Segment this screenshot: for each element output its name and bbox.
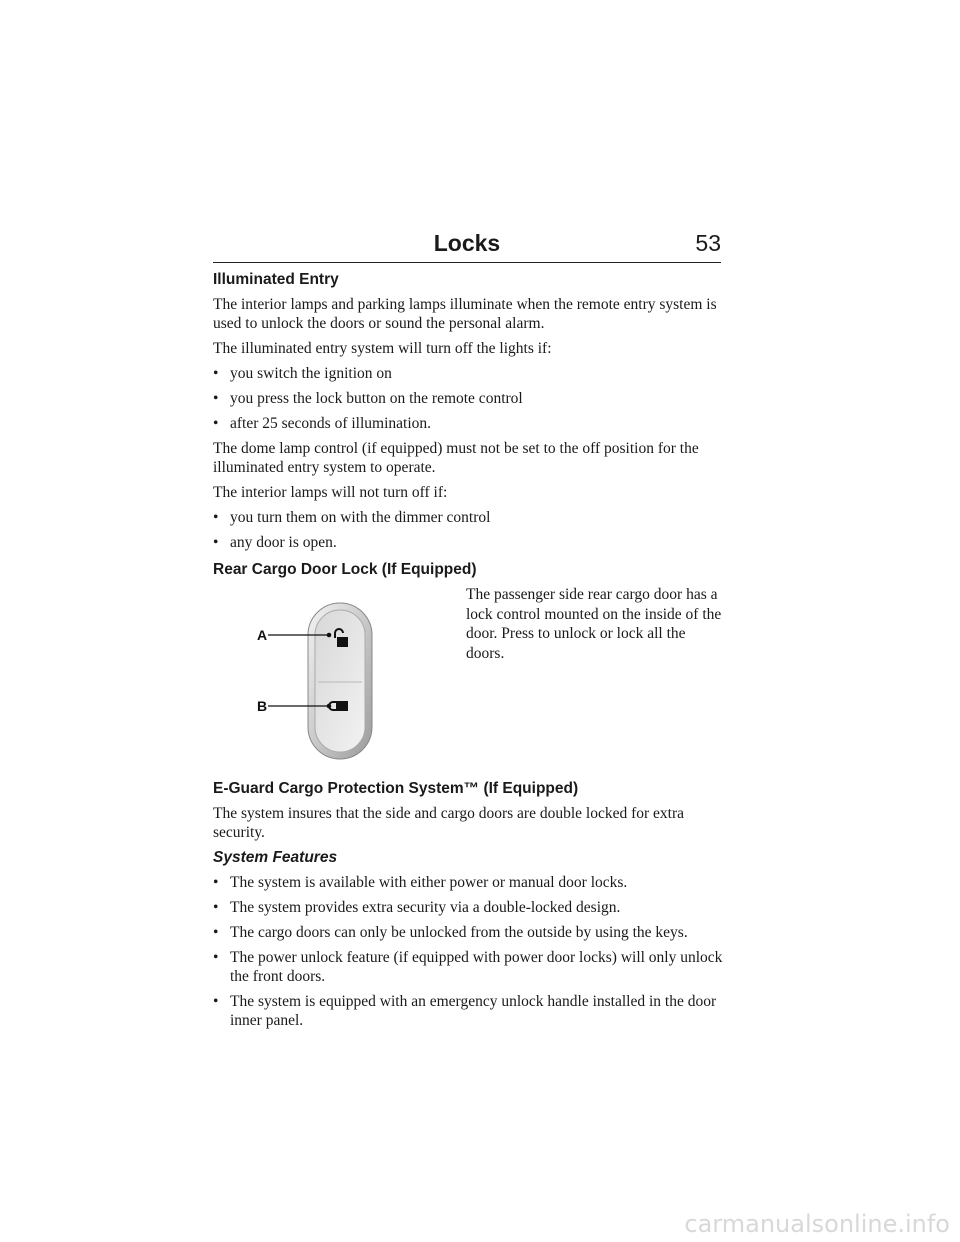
list-item: • The system is equipped with an emergency unlock handle installed in the door inner panel. <box>213 992 723 1030</box>
svg-text:carmanualsonline.info: carmanualsonline.info <box>684 1210 950 1238</box>
rear-cargo-paragraph: The passenger side rear cargo door has a lock control mounted on the inside of the door. Press to unlock or lock all the doors. <box>466 586 722 662</box>
list-item: • The system provides extra security via a double-locked design. <box>213 898 723 917</box>
callout-label-b: B <box>257 698 268 714</box>
list-item: • after 25 seconds of illumination. <box>213 414 723 433</box>
eguard-paragraph: The system insures that the side and cargo doors are double locked for extra security. <box>213 805 685 841</box>
illuminated-entry-paragraph: The interior lamps and parking lamps illuminate when the remote entry system is used to unlock the doors or sound the personal alarm. <box>213 296 717 332</box>
list-item: • The power unlock feature (if equipped with power door locks) will only unlock the front doors. <box>213 948 723 986</box>
callout-label-a: A <box>257 627 268 643</box>
section-title: Locks <box>433 230 501 256</box>
system-features-subheading: System Features <box>213 849 338 866</box>
list-item: • The system is available with either power or manual door locks. <box>213 873 723 892</box>
illuminated-entry-heading: Illuminated Entry <box>213 271 339 288</box>
illuminated-entry-paragraph: The illuminated entry system will turn off the lights if: <box>213 340 552 357</box>
list-item: • you press the lock button on the remote control <box>213 389 723 408</box>
page-number: 53 <box>695 230 721 256</box>
rear-cargo-heading: Rear Cargo Door Lock (If Equipped) <box>213 561 477 578</box>
illuminated-entry-paragraph: The dome lamp control (if equipped) must not be set to the off position for the illuminated entry system to operate. <box>213 440 699 476</box>
list-item: • any door is open. <box>213 533 723 552</box>
list-item: • you turn them on with the dimmer control <box>213 508 723 527</box>
eguard-heading: E-Guard Cargo Protection System™ (If Equipped) <box>213 780 579 797</box>
list-item: • The cargo doors can only be unlocked from the outside by using the keys. <box>213 923 723 942</box>
list-item: • you switch the ignition on <box>213 364 723 383</box>
illuminated-entry-paragraph: The interior lamps will not turn off if: <box>213 484 448 501</box>
